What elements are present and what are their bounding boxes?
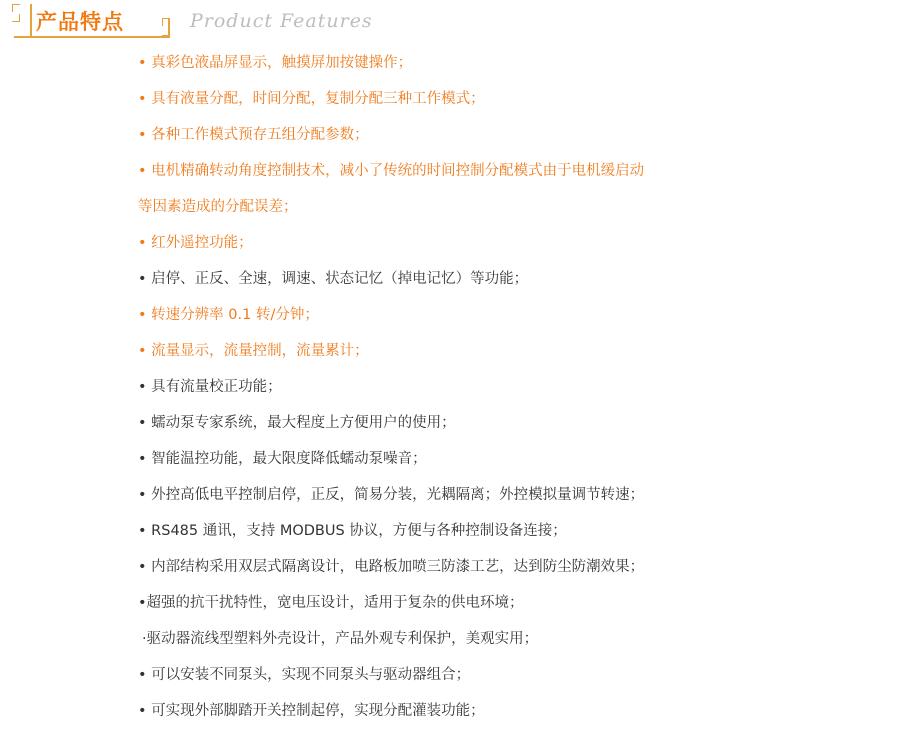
feature-item: • 各种工作模式预存五组分配参数；: [138, 127, 369, 143]
feature-item: • 蠕动泵专家系统，最大程度上方便用户的使用；: [138, 415, 456, 431]
feature-item: • 可以安装不同泵头，实现不同泵头与驱动器组合；: [138, 667, 471, 683]
feature-item: • RS485 通讯，支持 MODBUS 协议，方便与各种控制设备连接；: [138, 523, 567, 539]
feature-item: •超强的抗干扰特性，宽电压设计，适用于复杂的供电环境；: [138, 595, 524, 611]
section-subtitle: Product Features: [190, 10, 373, 32]
feature-item: • 电机精确转动角度控制技术，减小了传统的时间控制分配模式由于电机缓启动: [138, 163, 645, 179]
feature-item: • 具有液量分配，时间分配，复制分配三种工作模式；: [138, 91, 485, 107]
feature-item: • 转速分辨率 0.1 转/分钟；: [138, 307, 319, 323]
feature-list: [138, 45, 888, 729]
feature-item: • 智能温控功能，最大限度降低蠕动泵噪音；: [138, 451, 427, 467]
title-frame: [14, 4, 170, 38]
feature-item: ·驱动器流线型塑料外壳设计，产品外观专利保护，美观实用；: [142, 631, 539, 647]
corner-ornament-icon: [12, 4, 20, 12]
feature-item: 等因素造成的分配误差；: [138, 199, 298, 215]
corner-ornament-icon: [162, 18, 170, 26]
feature-item: • 真彩色液晶屏显示，触摸屏加按键操作；: [138, 55, 413, 71]
feature-item: • 具有流量校正功能；: [138, 379, 282, 395]
section-header: [0, 0, 900, 42]
feature-item: • 可实现外部脚踏开关控制起停，实现分配灌装功能；: [138, 703, 485, 719]
corner-ornament-icon: [12, 14, 20, 22]
feature-item: • 红外遥控功能；: [138, 235, 253, 251]
feature-item: • 启停、正反、全速，调速、状态记忆（掉电记忆）等功能；: [138, 271, 529, 287]
feature-item: • 外控高低电平控制启停，正反，简易分装，光耦隔离；外控模拟量调节转速；: [138, 487, 645, 503]
section-title: 产品特点: [36, 10, 124, 34]
frame-left-line: [30, 4, 32, 36]
frame-bottom-line: [14, 36, 170, 38]
feature-item: • 流量显示，流量控制，流量累计；: [138, 343, 369, 359]
corner-ornament-icon: [162, 28, 170, 36]
feature-item: • 内部结构采用双层式隔离设计，电路板加喷三防漆工艺，达到防尘防潮效果；: [138, 559, 645, 575]
